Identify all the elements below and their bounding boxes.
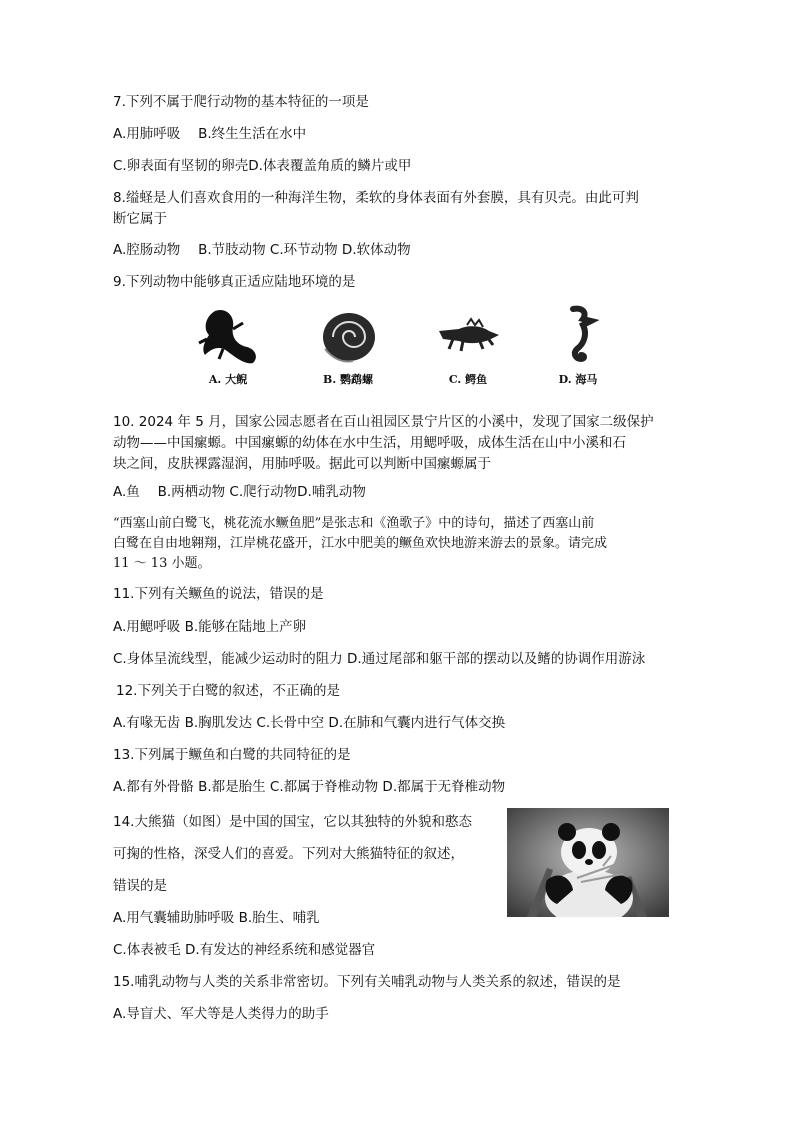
q7-stem: 7.下列不属于爬行动物的基本特征的一项是 [113,94,369,110]
q13-options: A.都有外骨骼 B.都是胎生 C.都属于脊椎动物 D.都属于无脊椎动物 [113,779,506,795]
q14-options-1: A.用气囊辅助肺呼吸 B.胎生、哺乳 [113,910,320,926]
panda-photo [507,808,669,917]
caption-c: C. 鳄鱼 [448,373,488,386]
giant-salamander-icon [193,305,263,367]
q9-stem: 9.下列动物中能够真正适应陆地环境的是 [113,274,356,290]
q12-options: A.有喙无齿 B.胸肌发达 C.长骨中空 D.在肺和气囊内进行气体交换 [113,715,506,731]
q15-stem: 15.哺乳动物与人类的关系非常密切。下列有关哺乳动物与人类关系的叙述，错误的是 [113,974,621,990]
passage-line-3: 11 ～ 13 小题。 [113,556,211,571]
q11-options-2: C.身体呈流线型，能减少运动时的阻力 D.通过尾部和躯干部的摆动以及鳍的协调作用游泳 [113,651,646,667]
q14-options-2: C.体表被毛 D.有发达的神经系统和感觉器官 [113,942,376,958]
animal-figure [178,305,628,400]
q10-stem-3: 块之间，皮肤裸露湿润，用肺呼吸。据此可以判断中国瘰螈属于 [113,456,491,472]
q13-stem: 13.下列属于鳜鱼和白鹭的共同特征的是 [113,747,351,763]
q12-stem: 12.下列关于白鹭的叙述，不正确的是 [116,683,340,699]
q14-stem-3: 错误的是 [113,878,167,894]
q10-stem-2: 动物——中国瘰螈。中国瘰螈的幼体在水中生活，用鳃呼吸，成体生活在山中小溪和石 [113,435,626,451]
q7-options-1: A.用肺呼吸 B.终生生活在水中 [113,126,307,142]
q8-stem-1: 8.缢蛏是人们喜欢食用的一种海洋生物，柔软的身体表面有外套膜，具有贝壳。由此可判 [113,190,639,206]
q10-stem-1: 10. 2024 年 5 月，国家公园志愿者在百山祖园区景宁片区的小溪中，发现了国家二级保护 [113,414,654,430]
caption-d: D. 海马 [558,373,598,386]
q7-options-2: C.卵表面有坚韧的卵壳D.体表覆盖角质的鳞片或甲 [113,158,412,174]
passage-line-1: “西塞山前白鹭飞，桃花流水鳜鱼肥”是张志和《渔歌子》中的诗句，描述了西塞山前 [113,516,595,531]
q14-stem-1: 14.大熊猫（如图）是中国的国宝，它以其独特的外貌和憨态 [113,814,472,830]
q8-options: A.腔肠动物 B.节肢动物 C.环节动物 D.软体动物 [113,242,411,258]
q11-options-1: A.用鳃呼吸 B.能够在陆地上产卵 [113,619,307,635]
q14-stem-2: 可掬的性格，深受人们的喜爱。下列对大熊猫特征的叙述， [113,846,464,862]
panda-icon [507,808,669,917]
caption-b: B. 鹦鹉螺 [323,373,373,386]
caption-a: A. 大鲵 [208,373,248,386]
passage-line-2: 白鹭在自由地翱翔，江岸桃花盛开，江水中肥美的鳜鱼欢快地游来游去的景象。请完成 [113,536,608,551]
q10-options: A.鱼 B.两栖动物 C.爬行动物D.哺乳动物 [113,484,366,500]
q11-stem: 11.下列有关鳜鱼的说法，错误的是 [113,586,324,602]
q8-stem-2: 断它属于 [113,211,167,227]
crocodile-icon [433,305,503,367]
animal-seahorse [528,305,628,387]
nautilus-icon [313,305,383,367]
animal-nautilus [298,305,398,387]
q15-options-1: A.导盲犬、军犬等是人类得力的助手 [113,1006,329,1022]
seahorse-icon [543,305,613,367]
animal-giant-salamander [178,305,278,387]
animal-crocodile [418,305,518,387]
